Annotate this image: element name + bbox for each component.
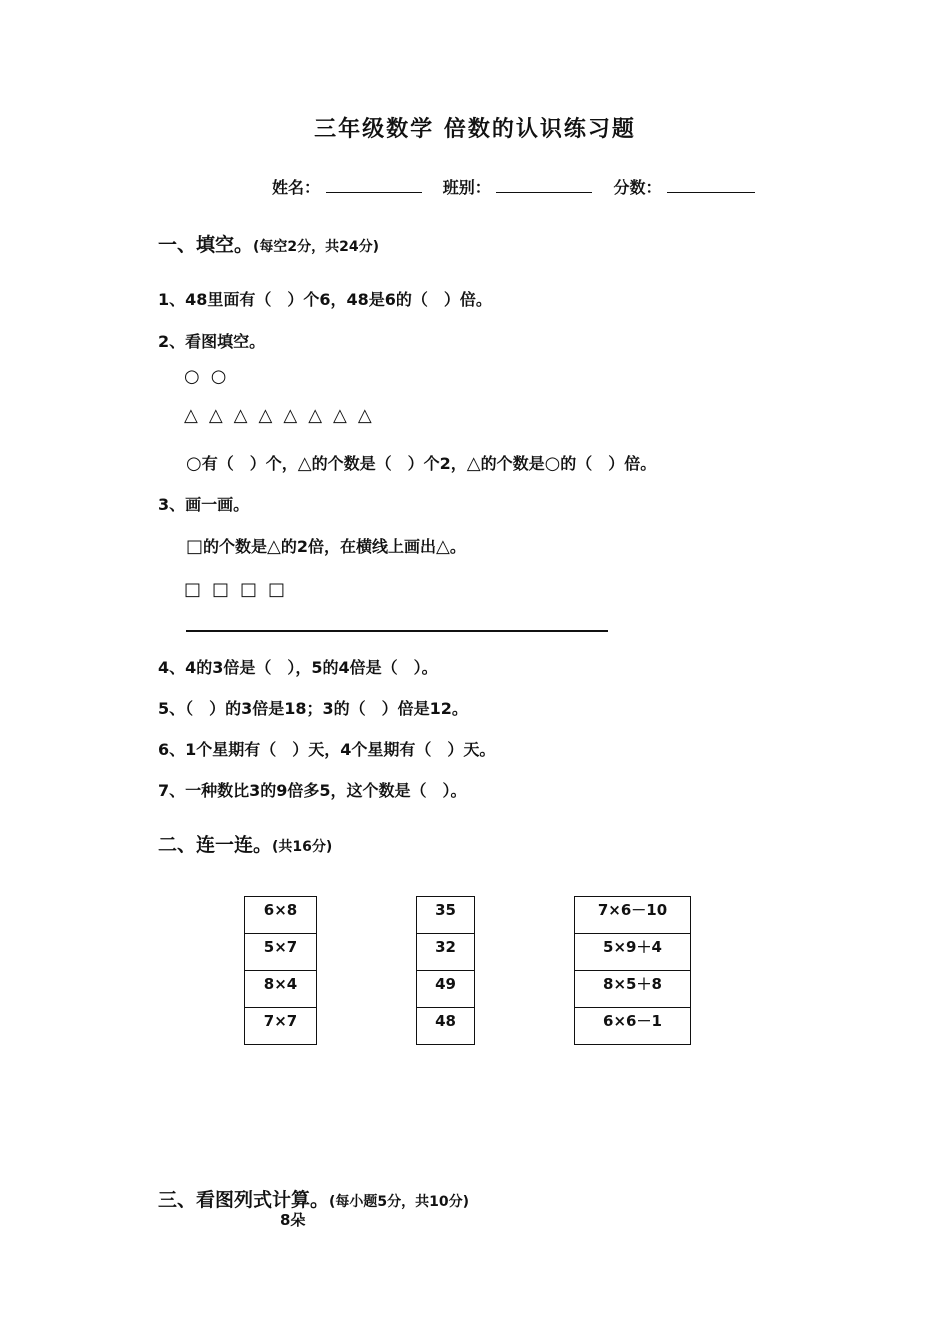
q3-part1: 的个数是: [203, 537, 268, 556]
name-label: 姓名：: [272, 178, 321, 197]
q2-part1: 有（ ）个，: [201, 454, 298, 473]
score-label: 分数：: [613, 178, 662, 197]
class-label: 班别：: [442, 178, 491, 197]
match-cell[interactable]: 5×7: [245, 934, 317, 971]
question-2-blank-line: [186, 451, 656, 474]
match-cell[interactable]: 49: [417, 971, 475, 1008]
match-cell[interactable]: 5×9＋4: [575, 934, 691, 971]
question-6: 6、1个星期有（ ）天，4个星期有（ ）天。: [158, 740, 496, 759]
figure-label: 8朵: [280, 1211, 306, 1229]
question-4: 4、4的3倍是（ ），5的4倍是（ ）。: [158, 658, 438, 677]
q3-part2: 的2倍，在横线上画出: [280, 537, 437, 556]
student-info-line: [272, 174, 755, 198]
circle-row: ○○: [184, 366, 238, 387]
q3-part3: 。: [449, 537, 466, 556]
square-icon: □: [186, 536, 204, 557]
q2-part4: 的（ ）倍。: [560, 454, 657, 473]
section3-heading: [158, 1185, 469, 1212]
match-cell[interactable]: 8×4: [245, 971, 317, 1008]
circle-icon: ○: [544, 453, 561, 474]
question-1: 1、48里面有（ ）个6，48是6的（ ）倍。: [158, 290, 492, 309]
triangle-icon: △: [466, 453, 481, 474]
page-title: 三年级数学 倍数的认识练习题: [314, 117, 636, 142]
match-column-2: [416, 896, 475, 1045]
score-blank[interactable]: [667, 174, 755, 193]
section3-title: 三、看图列式计算。: [158, 1189, 330, 1211]
section1-heading: [158, 230, 379, 257]
question-3: 3、画一画。: [158, 495, 250, 514]
q2-part2: 的个数是（ ）个2，: [311, 454, 467, 473]
match-column-3: [574, 896, 691, 1045]
question-5: 5、（ ）的3倍是18；3的（ ）倍是12。: [158, 699, 468, 718]
triangle-icon: △: [297, 453, 312, 474]
question-7: 7、一种数比3的9倍多5，这个数是（ ）。: [158, 781, 467, 800]
section2-heading: [158, 830, 332, 857]
match-cell[interactable]: 48: [417, 1008, 475, 1045]
question-3-text-line: [186, 534, 466, 557]
section3-note: (每小题5分，共10分): [329, 1194, 470, 1210]
match-cell[interactable]: 35: [417, 897, 475, 934]
match-cell[interactable]: 32: [417, 934, 475, 971]
section1-title: 一、填空。: [158, 234, 254, 256]
match-cell[interactable]: 6×6－1: [575, 1008, 691, 1045]
section2-note: (共16分): [272, 839, 333, 855]
match-cell[interactable]: 6×8: [245, 897, 317, 934]
section2-title: 二、连一连。: [158, 834, 273, 856]
match-column-1: [244, 896, 317, 1045]
triangle-icon: △: [267, 536, 281, 557]
question-2: 2、看图填空。: [158, 332, 266, 351]
match-cell[interactable]: 7×6－10: [575, 897, 691, 934]
match-cell[interactable]: 7×7: [245, 1008, 317, 1045]
name-blank[interactable]: [326, 174, 422, 193]
triangle-icon: △: [436, 536, 450, 557]
class-blank[interactable]: [496, 174, 592, 193]
section1-note: (每空2分，共24分): [253, 239, 380, 255]
circle-icon: ○: [186, 453, 202, 474]
match-cell[interactable]: 8×5＋8: [575, 971, 691, 1008]
triangle-row: △△△△△△△△: [184, 405, 383, 426]
square-row: □□□□: [184, 579, 297, 600]
drawing-line[interactable]: [186, 630, 608, 632]
q2-part3: 的个数是: [480, 454, 545, 473]
